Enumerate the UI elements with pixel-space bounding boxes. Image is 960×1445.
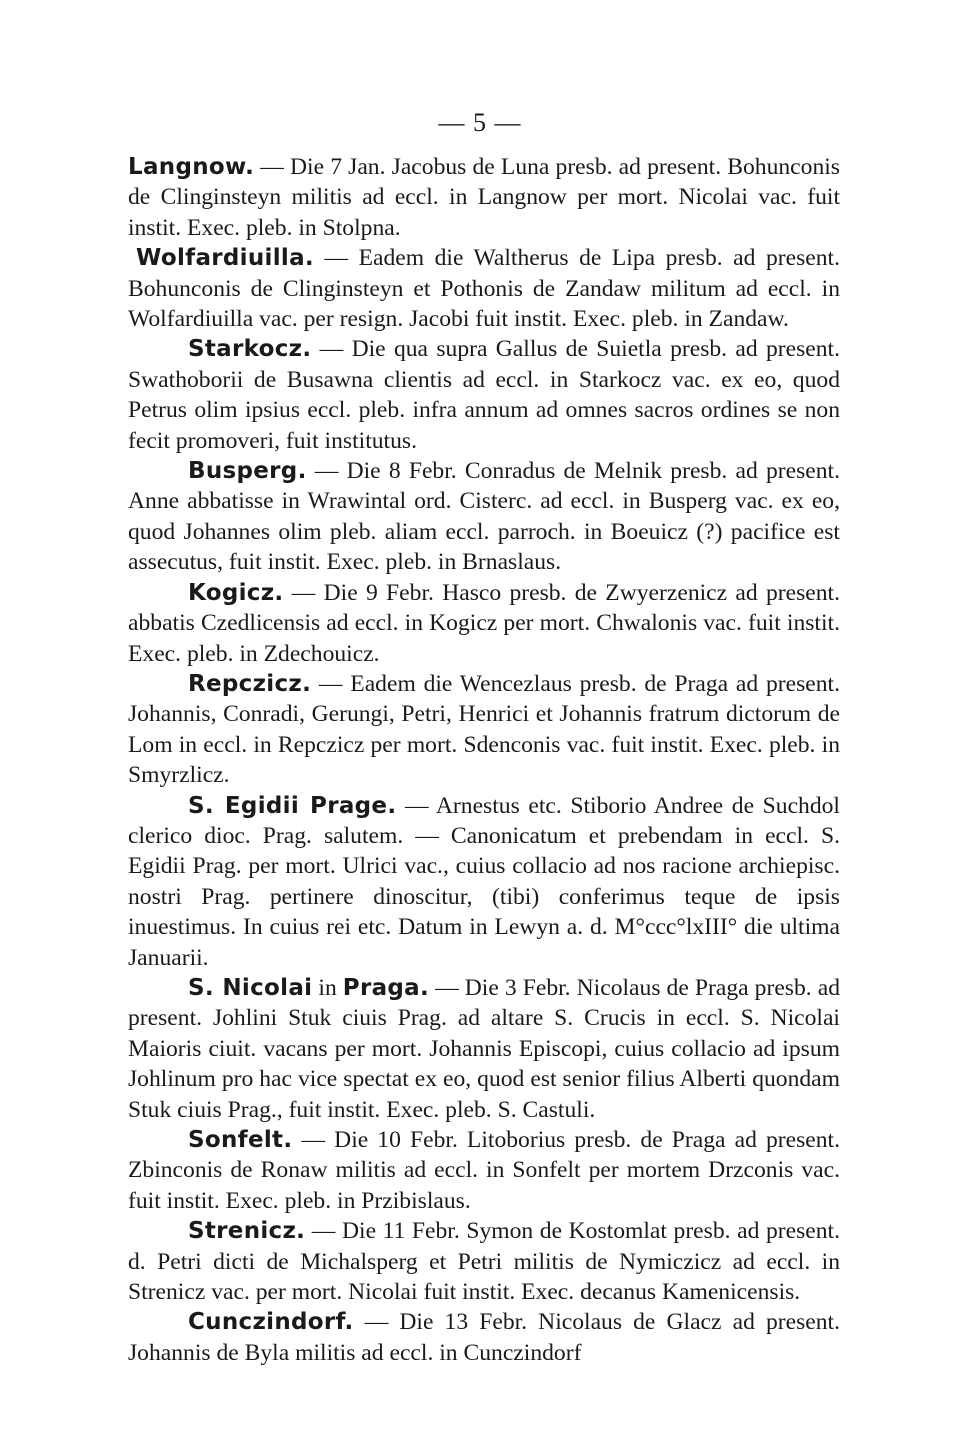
entry-body: — Die qua supra Gallus de Suietla presb. ad present. Swathoborii de Busawna clientis ad eccl. in Starkocz vac. ex eo, quod Petrus olim ipsius eccl. pleb. infra annum ad omnes sacros ordines se non fecit promoveri, fuit institutus. bbox=[128, 336, 840, 454]
entry-heading-connector: in bbox=[312, 974, 343, 1001]
entry-wolfardiuilla bbox=[128, 243, 840, 334]
entry-heading: Cunczindorf. bbox=[188, 1309, 354, 1336]
entry-heading: Starkocz. bbox=[188, 336, 312, 363]
entry-heading: Langnow. bbox=[128, 154, 255, 180]
entry-body: — Die 7 Jan. Jacobus de Luna presb. ad present. Bohunconis de Clinginsteyn militis ad eccl. in Langnow per mort. Nicolai vac. fuit instit. Exec. pleb. in Stolpna. bbox=[128, 154, 840, 241]
entry-s-nicolai-praga bbox=[128, 973, 840, 1125]
entry-sonfelt bbox=[128, 1125, 840, 1216]
entry-body: — Eadem die Wencezlaus presb. de Praga ad present. Johannis, Conradi, Gerungi, Petri, Henrici et Johannis fratrum dictorum de Lom in eccl. in Repczicz per mort. Sdenconis vac. fuit instit. Exec. pleb. in Smyrzlicz. bbox=[128, 670, 840, 789]
entry-heading: Repczicz. bbox=[188, 670, 312, 697]
entry-starkocz bbox=[128, 334, 840, 456]
page-number: — 5 — bbox=[438, 108, 522, 137]
entry-kogicz bbox=[128, 578, 840, 669]
entry-body: — Die 9 Febr. Hasco presb. de Zwyerzenicz ad present. abbatis Czedlicensis ad eccl. in Kogicz per mort. Chwalonis vac. fuit instit. Exec. pleb. in Zdechouicz. bbox=[128, 579, 840, 667]
entry-heading: Strenicz. bbox=[188, 1218, 306, 1245]
entry-heading: Sonfelt. bbox=[188, 1127, 293, 1153]
entry-heading: Wolfardiuilla. bbox=[136, 245, 314, 272]
entry-strenicz bbox=[128, 1216, 840, 1307]
entry-heading: S. Nicolai bbox=[188, 974, 313, 1001]
entry-body: — Die 3 Febr. Nicolaus de Praga presb. ad present. Johlini Stuk ciuis Prag. ad altare S. Crucis in eccl. S. Nicolai Maioris ciuit. vacans per mort. Johannis Episcopi, cuius collacio ad ipsum Johlinum pro hac vice spectat ex eo, quod est senior filius Alberti quondam Stuk ciuis Prag., fuit instit. Exec. pleb. S. Castuli. bbox=[128, 974, 840, 1123]
entry-heading: Kogicz. bbox=[188, 579, 284, 606]
entry-heading: S. Egidii Prage. bbox=[188, 792, 397, 819]
entry-heading: Busperg. bbox=[188, 458, 307, 485]
entry-langnow bbox=[128, 152, 840, 243]
entry-body: — Die 13 Febr. Nicolaus de Glacz ad present. Johannis de Byla militis ad eccl. in Cunczindorf bbox=[128, 1309, 840, 1366]
page-text bbox=[128, 152, 840, 1368]
entry-busperg bbox=[128, 456, 840, 578]
entry-body: — Die 11 Febr. Symon de Kostomlat presb. ad present. d. Petri dicti de Michalsperg et Petri militis de Nymiczicz ad eccl. in Strenicz vac. per mort. Nicolai fuit instit. Exec. decanus Kamenicensis. bbox=[128, 1218, 840, 1306]
entry-body: — Die 10 Febr. Litoborius presb. de Praga ad present. Zbinconis de Ronaw militis ad eccl. in Sonfelt per mortem Drzconis vac. fuit instit. Exec. pleb. in Przibislaus. bbox=[128, 1127, 840, 1214]
entry-repczicz bbox=[128, 669, 840, 791]
entry-s-egidii-prage bbox=[128, 791, 840, 973]
entry-body: — Eadem die Waltherus de Lipa presb. ad present. Bohunconis de Clinginsteyn et Pothonis de Zandaw militum ad eccl. in Wolfardiuilla vac. per resign. Jacobi fuit instit. Exec. pleb. in Zandaw. bbox=[128, 245, 840, 333]
entry-heading: Praga. bbox=[342, 974, 430, 1001]
entry-body: — Arnestus etc. Stiborio Andree de Suchdol clerico dioc. Prag. salutem. — Canonicatum et prebendam in eccl. S. Egidii Prag. per mort. Ulrici vac., cuius collacio ad nos racione archiepisc. nostri Prag. pertinere dinoscitur, (tibi) conferimus teque de ipsis inuestimus. In cuius rei etc. Datum in Lewyn a. d. M°ccc°lxIII° die ultima Januarii. bbox=[128, 792, 840, 971]
entry-cunczindorf bbox=[128, 1307, 840, 1368]
entry-body: — Die 8 Febr. Conradus de Melnik presb. ad present. Anne abbatisse in Wrawintal ord. Cisterc. ad eccl. in Busperg vac. ex eo, quod Johannes olim pleb. aliam eccl. parroch. in Boeuicz (?) pacifice est assecutus, fuit instit. Exec. pleb. in Brnaslaus. bbox=[128, 458, 840, 576]
